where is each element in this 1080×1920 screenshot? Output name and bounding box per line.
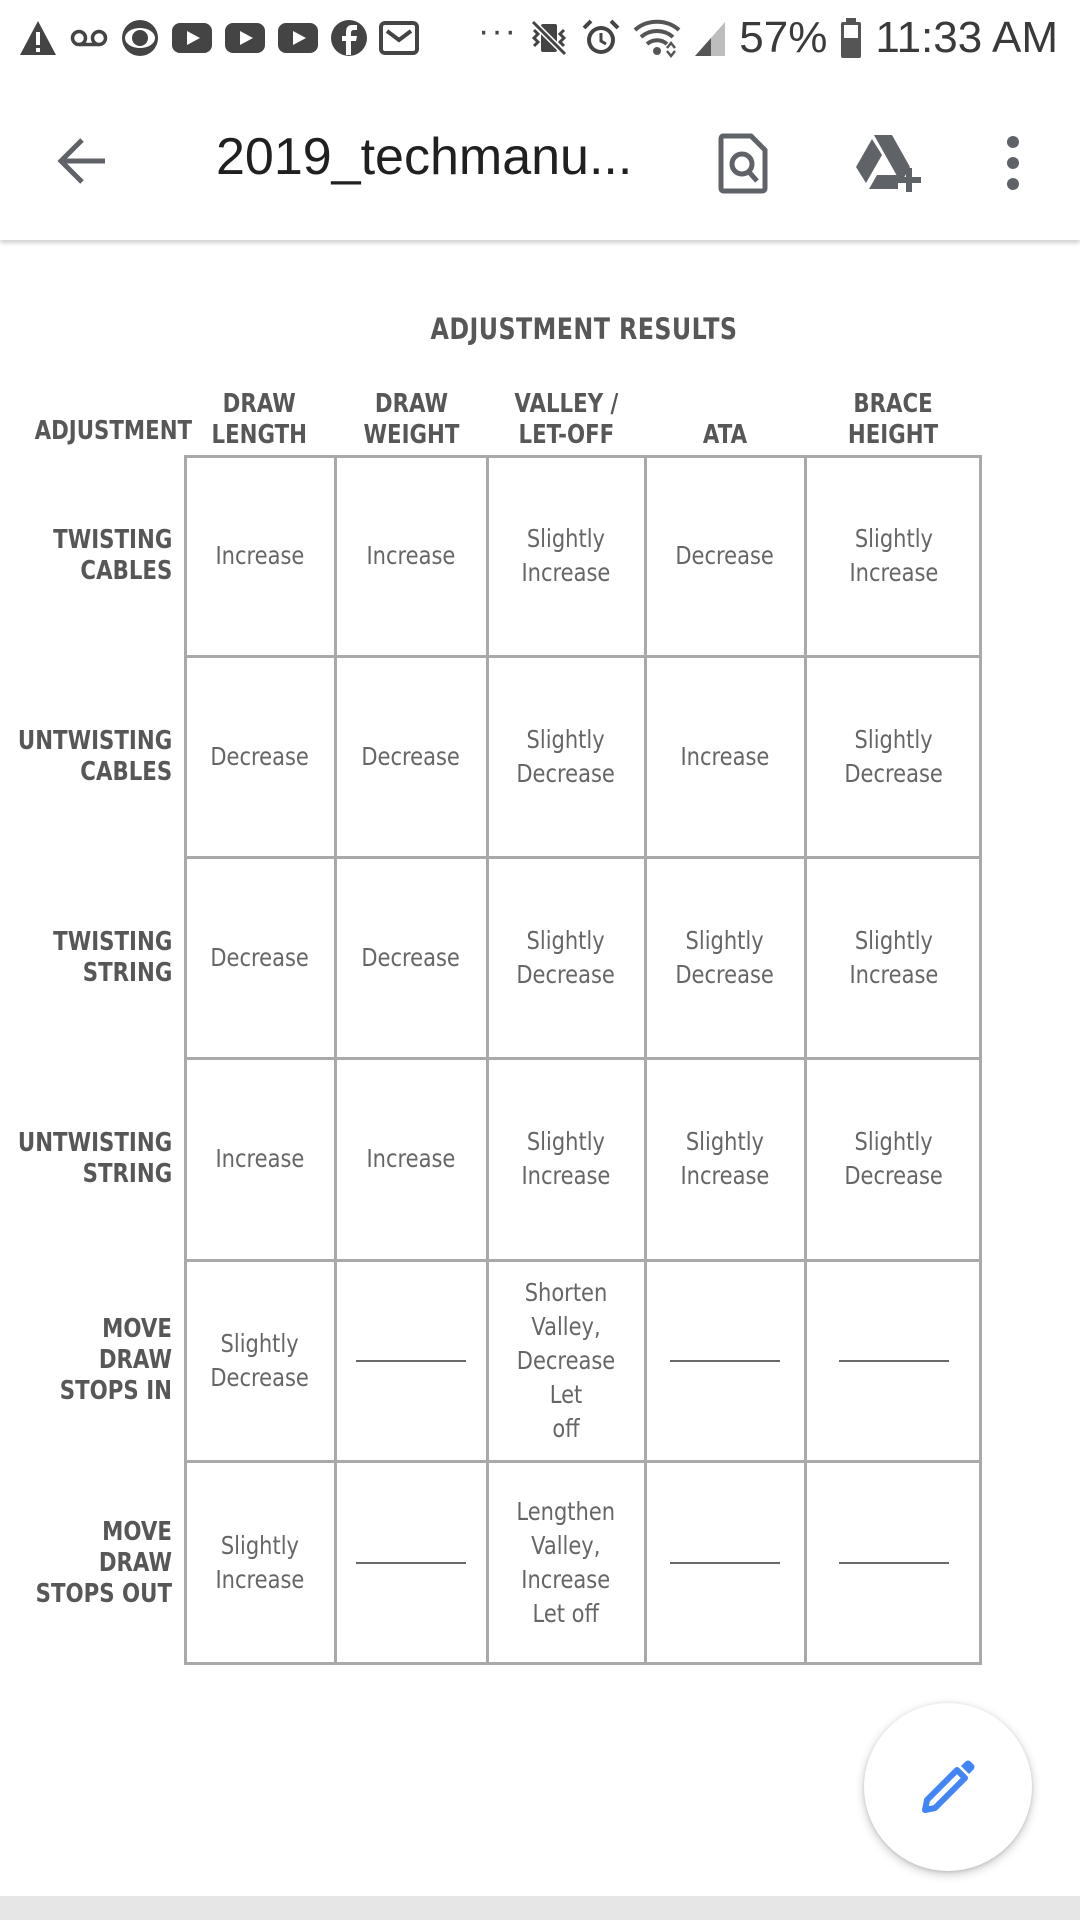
table-cell (487, 1058, 645, 1260)
table-cell-text: Slightly Decrease (675, 925, 775, 989)
row-header-text: MOVE DRAW STOPS OUT (35, 1516, 172, 1609)
table-cell (184, 1461, 335, 1665)
column-header (487, 385, 645, 451)
table-cell (487, 656, 645, 857)
table-cell-text: Slightly Decrease (844, 1127, 943, 1190)
table-cell-text: Decrease (675, 540, 775, 570)
battery-icon (839, 17, 863, 59)
table-cell (645, 455, 805, 656)
table-cell-text: Slightly Decrease (844, 724, 943, 788)
table-cell-text: Lengthen Valley, Increase Let off (516, 1497, 616, 1628)
table-cell (184, 857, 335, 1058)
table-cell (645, 1461, 805, 1665)
table-cell-text: Increase (215, 1144, 304, 1173)
table-cell-text: Slightly Increase (849, 523, 938, 587)
find-in-document-button[interactable] (700, 120, 786, 206)
table-cell (805, 857, 982, 1058)
table-cell (335, 857, 487, 1058)
warning-icon (18, 19, 58, 57)
table-cell (645, 1058, 805, 1260)
table-title: ADJUSTMENT RESULTS (430, 312, 738, 346)
table-cell-text: Slightly Increase (215, 1531, 304, 1594)
more-options-button[interactable] (970, 120, 1056, 206)
table-cell (335, 1260, 487, 1461)
table-cell-text: Slightly Increase (849, 925, 938, 989)
column-header (805, 385, 982, 451)
status-bar (0, 0, 1080, 78)
column-header (335, 385, 487, 451)
table-cell-text: Slightly Increase (680, 1127, 770, 1190)
table-cell (335, 1461, 487, 1665)
row-header-text: TWISTING CABLES (52, 524, 172, 586)
table-cell-text: Increase (366, 540, 456, 570)
table-cell-text: Slightly Decrease (516, 925, 616, 989)
row-header-text: UNTWISTING CABLES (17, 725, 172, 787)
adjustment-header-text: ADJUSTMENT (34, 416, 193, 446)
table-cell (805, 1058, 982, 1260)
edit-pencil-icon (917, 1756, 979, 1818)
row-header-text: UNTWISTING STRING (17, 1128, 172, 1189)
table-cell-text: Slightly Increase (521, 523, 611, 587)
table-cell (645, 1260, 805, 1461)
column-header-text: DRAW WEIGHT (363, 389, 459, 450)
table-cell (335, 656, 487, 857)
row-header (0, 455, 172, 656)
table-cell-text: Slightly Decrease (210, 1328, 309, 1392)
edit-fab-button[interactable] (864, 1703, 1032, 1871)
table-cell-text: Decrease (210, 741, 309, 771)
table-cell-text: Slightly Increase (521, 1127, 611, 1190)
mail-icon (379, 19, 419, 57)
table-cell (335, 1058, 487, 1260)
column-header-text: BRACE HEIGHT (848, 389, 939, 450)
adjustment-column-header (0, 416, 193, 447)
table-cell-text: Increase (680, 741, 770, 771)
youtube-icon (171, 21, 213, 55)
row-header (0, 857, 172, 1058)
app-bar (0, 78, 1080, 240)
table-cell (645, 857, 805, 1058)
empty-cell-dash (839, 1360, 949, 1362)
signal-icon (693, 18, 727, 58)
row-header (0, 1260, 172, 1461)
more-notifications-indicator: ··· (478, 12, 518, 50)
voicemail-icon (69, 19, 109, 57)
column-header-text: DRAW LENGTH (211, 389, 308, 450)
notification-icons (18, 18, 419, 58)
add-to-drive-icon (854, 133, 924, 193)
table-cell (487, 455, 645, 656)
battery-percentage: 57% (739, 13, 828, 62)
wifi-icon (633, 18, 681, 58)
back-arrow-icon (55, 133, 111, 189)
table-cell-text: Shorten Valley, Decrease Let off (516, 1277, 616, 1443)
table-cell (805, 1260, 982, 1461)
empty-cell-dash (839, 1562, 949, 1564)
row-header (0, 656, 172, 857)
table-cell (487, 1260, 645, 1461)
add-to-drive-button[interactable] (846, 120, 932, 206)
table-cell-text: Decrease (361, 741, 461, 771)
cbs-icon (120, 18, 160, 58)
table-cell-text: Decrease (361, 942, 461, 972)
row-header-text: MOVE DRAW STOPS IN (59, 1314, 172, 1406)
empty-cell-dash (356, 1562, 466, 1564)
page-bottom-edge (0, 1896, 1080, 1920)
table-cell (805, 656, 982, 857)
table-cell-text: Increase (215, 540, 304, 570)
system-status (529, 12, 1058, 64)
row-header (0, 1058, 172, 1260)
table-cell (487, 857, 645, 1058)
column-header (184, 385, 335, 451)
empty-cell-dash (356, 1360, 466, 1362)
table-cell (335, 455, 487, 656)
document-title: 2019_techmanu... (216, 128, 633, 186)
column-header-text: ATA (702, 420, 748, 450)
youtube-icon (224, 21, 266, 55)
vibrate-mute-icon (529, 18, 569, 58)
table-cell-text: Slightly Decrease (516, 724, 616, 788)
table-cell (184, 455, 335, 656)
table-cell (487, 1461, 645, 1665)
more-vert-icon (1003, 135, 1023, 191)
table-cell-text: Decrease (210, 942, 309, 972)
clock: 11:33 AM (875, 13, 1058, 62)
alarm-icon (581, 18, 621, 58)
empty-cell-dash (670, 1562, 780, 1564)
table-cell (184, 1260, 335, 1461)
column-header-text: VALLEY / LET-OFF (514, 389, 618, 450)
facebook-icon (330, 19, 368, 57)
empty-cell-dash (670, 1360, 780, 1362)
find-in-document-icon (717, 132, 769, 194)
table-cell-text: Increase (366, 1144, 456, 1173)
table-cell (805, 1461, 982, 1665)
row-header (0, 1461, 172, 1665)
table-cell (184, 656, 335, 857)
table-cell (805, 455, 982, 656)
back-button[interactable] (40, 118, 126, 204)
table-cell (645, 656, 805, 857)
row-header-text: TWISTING STRING (52, 926, 172, 988)
table-cell (184, 1058, 335, 1260)
column-header (645, 385, 805, 451)
youtube-icon (277, 21, 319, 55)
